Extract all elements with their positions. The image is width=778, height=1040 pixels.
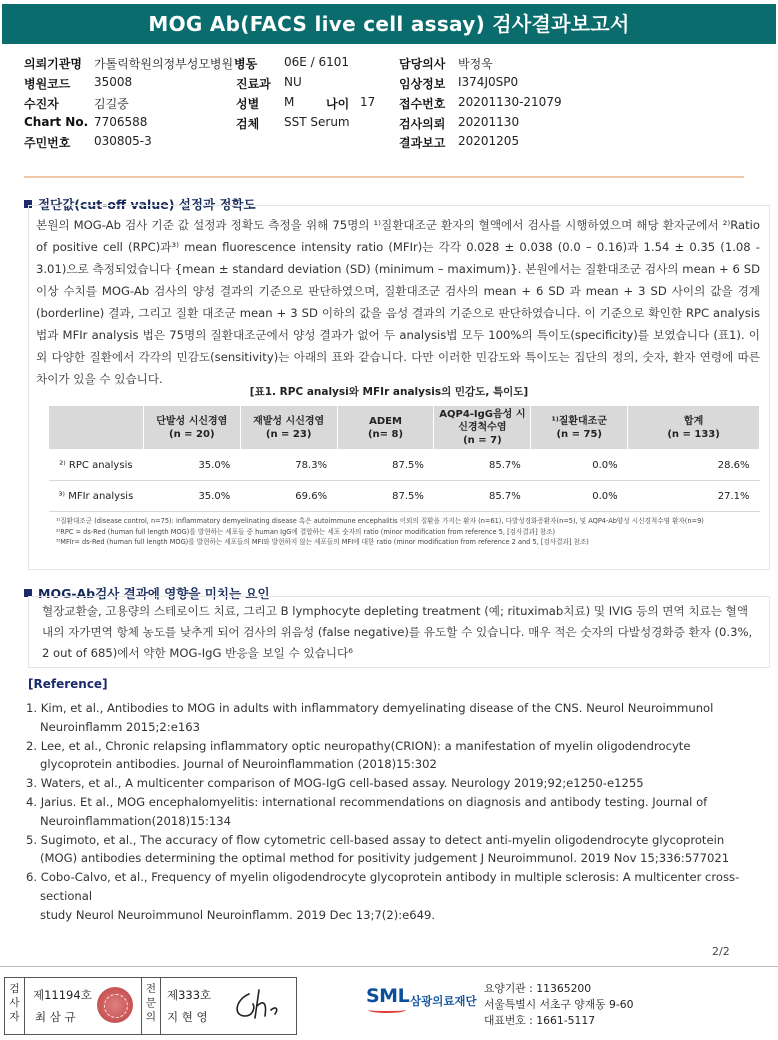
clinical-value: I374J0SP0 bbox=[458, 75, 519, 89]
clinical-label: 임상정보 bbox=[399, 77, 446, 91]
company-name: 삼광의료재단 bbox=[410, 994, 477, 1008]
section2-heading-text: MOG-Ab검사 결과에 영향을 미치는 요인 bbox=[38, 586, 270, 601]
company-info bbox=[484, 981, 634, 1029]
rrn-value: 030805-3 bbox=[94, 134, 152, 148]
doctor-value: 박정욱 bbox=[458, 57, 493, 71]
row-label: ²⁾ RPC analysis bbox=[49, 450, 144, 481]
row-label: ³⁾ MFIr analysis bbox=[49, 481, 144, 512]
footer-divider bbox=[0, 966, 778, 967]
page-number: 2/2 bbox=[712, 945, 730, 958]
sex-value: M bbox=[284, 95, 295, 109]
patient-value: 김길중 bbox=[94, 97, 129, 111]
report-title: MOG Ab(FACS live cell assay) 검사결과보고서 bbox=[2, 4, 776, 44]
table-cell: 28.6% bbox=[628, 450, 760, 481]
header-total: 합계 (n = 133) bbox=[628, 406, 760, 450]
table-footnotes bbox=[56, 516, 756, 548]
sml-logo-mark: SML bbox=[366, 985, 410, 1007]
reference-item: 5. Sugimoto, et al., The accuracy of flow cytometric cell-based assay to detect anti-myelin oligodendrocyte glycoprotein (MOG) antibodies determining the optimal method for positivity judgement J Neuroimmunol. 2019 Nov 15;336:577021 bbox=[26, 832, 730, 866]
company-logo bbox=[366, 983, 476, 1023]
hospital-label: 의뢰기관명 bbox=[24, 57, 82, 71]
header-disease-control: ¹⁾질환대조군 (n = 75) bbox=[531, 406, 628, 450]
specialist-name: 지 현 영 bbox=[167, 1010, 208, 1024]
table-cell: 35.0% bbox=[143, 450, 240, 481]
dept-label: 진료과 bbox=[236, 77, 271, 91]
chart-value: 7706588 bbox=[94, 115, 148, 129]
sex-label: 성별 bbox=[236, 97, 260, 111]
receipt-label: 접수번호 bbox=[399, 97, 446, 111]
header-relapsing-on: 재발성 시신경염 (n = 23) bbox=[240, 406, 337, 450]
ward-label: 병동 bbox=[234, 57, 258, 71]
chart-label: Chart No. bbox=[24, 115, 89, 129]
swoosh-icon bbox=[368, 1007, 406, 1013]
age-value: 17 bbox=[360, 95, 376, 109]
table-row bbox=[49, 481, 760, 512]
table-row bbox=[49, 450, 760, 481]
company-line: 서울특별시 서초구 양재동 9-60 bbox=[484, 998, 634, 1011]
footnote: ¹⁾질환대조군 (disease control, n=75): inflammatory demyelinating disease 혹은 autoimmune encephalitis 이외의 질환을 가지는 환자 (n=61), 다발성경화증환자(n=5), 및 AQP4-Ab양성 시신경척수염 환자(n=9) bbox=[56, 517, 704, 525]
specimen-label: 검체 bbox=[236, 117, 260, 131]
tester-column-label bbox=[5, 978, 25, 1034]
section1-paragraph: 본원의 MOG-Ab 검사 기준 값 설정과 정확도 측정을 위해 75명의 ¹⁾질환대조군 환자의 혈액에서 검사를 시행하였으며 해당 환자군에서 ²⁾Ratio of positive cell (RPC)과³⁾ mean fluorescence intensity ratio (MFIr)는 각각 0.028 ± 0.038 (0.0 – 0.16)과 1.54 ± 0.35 (1.08 - 3.01)으로 측정되었습니다 {mean ± standard deviation (SD) (minimum – maximum)}. 본원에서는 질환대조군 검사의 mean + 6 SD 이상 수치를 MOG-Ab 검사의 양성 결과의 기준으로 판단하였으며, 질환대조군 검사의 mean + 6 SD 과 mean + 3 SD 사이의 값을 경계 (borderline) 결과, 그리고 질환 대조군 mean + 3 SD 이하의 값을 음성 결과의 기준으로 판단하였습니다. 이 기준으로 확인한 RPC analysis 법과 MFIr analysis 법은 75명의 질환대조군에서 양성 결과가 없어 두 analysis법 모두 100%의 특이도(specificity)를 보였습니다 (표1). 이 외 다양한 질환에서 각각의 민감도(sensitivity)는 아래의 표와 같습니다. 다만 이러한 민감도와 특이도는 집단의 정의, 숫자, 환자 연령에 따른 차이가 있을 수 있습니다. bbox=[36, 218, 760, 386]
reference-item: 1. Kim, et al., Antibodies to MOG in adults with inflammatory demyelinating disease of the CNS. Neurol Neuroimmunol Neuroinflamm 2015;2:e163 bbox=[26, 701, 714, 734]
tester-name: 최 삼 규 bbox=[35, 1010, 76, 1024]
table-cell: 0.0% bbox=[531, 450, 628, 481]
footnote: ³⁾MFIr= ds-Red (human full length MOG)를 발현하는 세포들의 MFI와 발현하지 않는 세포들의 MFI에 대한 ratio (minor modification from reference 2 and 5, [검사결과] 참조) bbox=[56, 538, 589, 546]
reference-item: 2. Lee, et al., Chronic relapsing inflammatory optic neuropathy(CRION): a manifestation of myelin oligodendrocyte glycoprotein antibodies. Journal of Neuroinflammation (2018)15:302 bbox=[26, 738, 691, 772]
header-adem: ADEM (n= 8) bbox=[337, 406, 434, 450]
reference-list bbox=[26, 699, 756, 925]
seal-stamp-icon bbox=[97, 987, 133, 1023]
specimen-value: SST Serum bbox=[284, 115, 350, 129]
reference-item: 6. Cobo-Calvo, et al., Frequency of myelin oligodendrocyte glycoprotein antibody in multiple sclerosis: A multicenter cross-sectional bbox=[26, 870, 740, 903]
specialist-label-text: 전문의 bbox=[145, 983, 157, 1023]
table-cell: 35.0% bbox=[143, 481, 240, 512]
report-value: 20201205 bbox=[458, 134, 520, 148]
reference-title: [Reference] bbox=[28, 677, 108, 691]
code-label: 병원코드 bbox=[24, 77, 71, 91]
ward-value: 06E / 6101 bbox=[284, 55, 350, 69]
separator-line bbox=[24, 176, 744, 178]
report-label: 결과보고 bbox=[399, 136, 446, 150]
table-cell: 85.7% bbox=[434, 481, 531, 512]
table-title: [표1. RPC analysi와 MFIr analysis의 민감도, 특이도] bbox=[249, 386, 529, 398]
table-cell: 78.3% bbox=[240, 450, 337, 481]
tester-license: 제11194호 bbox=[33, 988, 92, 1002]
header-aqp4-negative: AQP4-IgG음성 시신경척수염 (n = 7) bbox=[434, 406, 531, 450]
reference-item: 4. Jarius. Et al., MOG encephalomyelitis: international recommendations on diagnosis and antibody testing. Journal of Neuroinflammation(2018)15:134 bbox=[26, 794, 708, 828]
doctor-label: 담당의사 bbox=[399, 57, 446, 71]
sensitivity-table bbox=[48, 405, 760, 512]
hospital-value: 가톨릭학원의정부성모병원 bbox=[94, 57, 234, 71]
footnote: ²⁾RPC = ds-Red (human full length MOG)를 발현하는 세포들 중 human IgG에 결합하는 세포 숫자의 ratio (minor modification from reference 5, [검사결과] 참조) bbox=[56, 527, 556, 536]
patient-info bbox=[24, 55, 764, 151]
receipt-value: 20201130-21079 bbox=[458, 95, 562, 109]
table-cell: 87.5% bbox=[337, 450, 434, 481]
handwritten-signature-icon bbox=[229, 986, 285, 1026]
section2-paragraph: 혈장교환술, 고용량의 스테로이드 치료, 그리고 B lymphocyte depleting treatment (예; rituximab치료) 및 IVIG 등의 면역 치료는 혈액 내의 자가면역 항체 농도를 낮추게 되어 검사의 위음성 (false negative)를 유도할 수 있습니다. 매우 적은 숫자의 다발성경화증 환자 (0.3%, 2 out of 685)에서 약한 MOG-IgG 반응을 보일 수 있습니다⁶ bbox=[42, 604, 753, 660]
company-line: 대표번호 : 1661-5117 bbox=[484, 1014, 596, 1027]
code-value: 35008 bbox=[94, 75, 133, 89]
specialist-column-label bbox=[141, 978, 161, 1034]
specialist-license: 제333호 bbox=[167, 988, 212, 1002]
section1-heading-text: 절단값(cut-off value) 설정과 정확도 bbox=[38, 197, 256, 212]
tester-label-text: 검사자 bbox=[9, 983, 20, 1023]
table-header-row bbox=[49, 406, 760, 450]
request-value: 20201130 bbox=[458, 115, 520, 129]
table-corner-cell bbox=[49, 406, 144, 450]
request-label: 검사의뢰 bbox=[399, 117, 446, 131]
company-line: 요양기관 : 11365200 bbox=[484, 982, 592, 995]
reference-item-continued: study Neurol Neuroimmunol Neuroinflamm. 2019 Dec 13;7(2):e649. bbox=[40, 907, 436, 922]
signature-box bbox=[4, 977, 297, 1035]
rrn-label: 주민번호 bbox=[24, 136, 71, 150]
dept-value: NU bbox=[284, 75, 302, 89]
table-cell: 69.6% bbox=[240, 481, 337, 512]
age-label: 나이 bbox=[326, 97, 350, 111]
table-cell: 0.0% bbox=[531, 481, 628, 512]
table-cell: 85.7% bbox=[434, 450, 531, 481]
table-cell: 27.1% bbox=[628, 481, 760, 512]
table-cell: 87.5% bbox=[337, 481, 434, 512]
reference-item: 3. Waters, et al., A multicenter comparison of MOG-IgG cell-based assay. Neurology 2019;92;e1250-e1255 bbox=[26, 776, 644, 791]
patient-label: 수진자 bbox=[24, 97, 59, 111]
header-single-on: 단발성 시신경염 (n = 20) bbox=[143, 406, 240, 450]
